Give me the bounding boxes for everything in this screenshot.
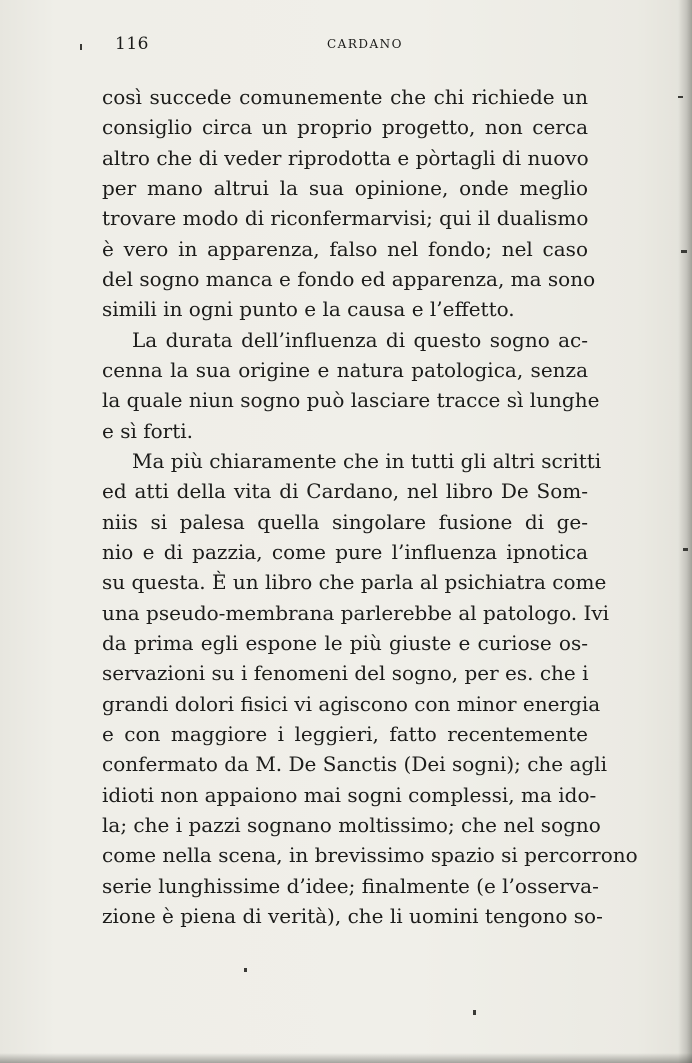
text-line-19: da prima egli espone le più giuste e curiose os- xyxy=(102,630,588,655)
text-line-27: serie lunghissime d’idee; finalmente (e l’osserva- xyxy=(102,873,599,898)
text-line-6: è vero in apparenza, falso nel fondo; nel caso xyxy=(102,236,588,261)
text-line-16: nio e di pazzia, come pure l’influenza ipnotica xyxy=(102,539,588,564)
text-line-12: e sì forti. xyxy=(102,418,194,443)
text-line-24: idioti non appaiono mai sogni complessi, ma ido- xyxy=(102,782,597,807)
text-line-1: così succede comunemente che chi richiede un xyxy=(102,85,588,109)
text-line-22: e con maggiore i leggieri, fatto recentemente xyxy=(102,721,588,746)
body-text xyxy=(102,82,638,931)
running-head: CARDANO xyxy=(327,37,404,51)
text-line-13: Ma più chiaramente che in tutti gli altri scritti xyxy=(132,448,602,473)
text-line-5: trovare modo di riconfermarvisi; qui il dualismo xyxy=(102,206,589,231)
text-line-25: la; che i pazzi sognano moltissimo; che nel sogno xyxy=(102,812,601,837)
text-line-15: niis si palesa quella singolare fusione di ge- xyxy=(102,509,588,534)
text-line-23: confermato da M. De Sanctis (Dei sogni); che agli xyxy=(102,752,608,777)
text-line-3: altro che di veder riprodotta e pòrtagli di nuovo xyxy=(102,145,589,170)
text-line-20: servazioni su i fenomeni del sogno, per es. che i xyxy=(102,661,589,686)
text-line-11: la quale niun sogno può lasciare tracce sì lunghe xyxy=(102,388,600,413)
text-line-8: simili in ogni punto e la causa e l’effetto. xyxy=(102,297,515,322)
text-line-9: La durata dell’influenza di questo sogno ac- xyxy=(132,327,588,352)
text-line-18: una pseudo-membrana parlerebbe al patologo. Ivi xyxy=(102,600,610,625)
scan-speck xyxy=(681,250,687,253)
scan-speck xyxy=(683,548,688,551)
scan-speck xyxy=(678,96,683,98)
text-line-14: ed atti della vita di Cardano, nel libro De Som- xyxy=(102,479,588,504)
text-line-4: per mano altrui la sua opinione, onde meglio xyxy=(102,175,588,200)
text-line-21: grandi dolori fisici vi agiscono con minor energia xyxy=(102,691,601,716)
text-line-2: consiglio circa un proprio progetto, non cerca xyxy=(102,115,588,140)
page-number: 116 xyxy=(115,34,149,54)
text-line-7: del sogno manca e fondo ed apparenza, ma sono xyxy=(102,266,596,291)
page-right-shadow xyxy=(678,0,692,1063)
scan-speck xyxy=(473,1010,476,1015)
text-line-26: come nella scena, in brevissimo spazio si percorrono xyxy=(102,843,638,868)
text-line-28: zione è piena di verità), che li uomini tengono so- xyxy=(102,903,603,928)
scan-speck xyxy=(80,44,82,50)
page-bottom-shadow xyxy=(0,1053,692,1063)
scan-speck xyxy=(244,968,247,972)
page-header xyxy=(0,34,692,58)
text-line-17: su questa. È un libro che parla al psichiatra come xyxy=(102,570,607,595)
text-line-10: cenna la sua origine e natura patologica, senza xyxy=(102,357,588,382)
